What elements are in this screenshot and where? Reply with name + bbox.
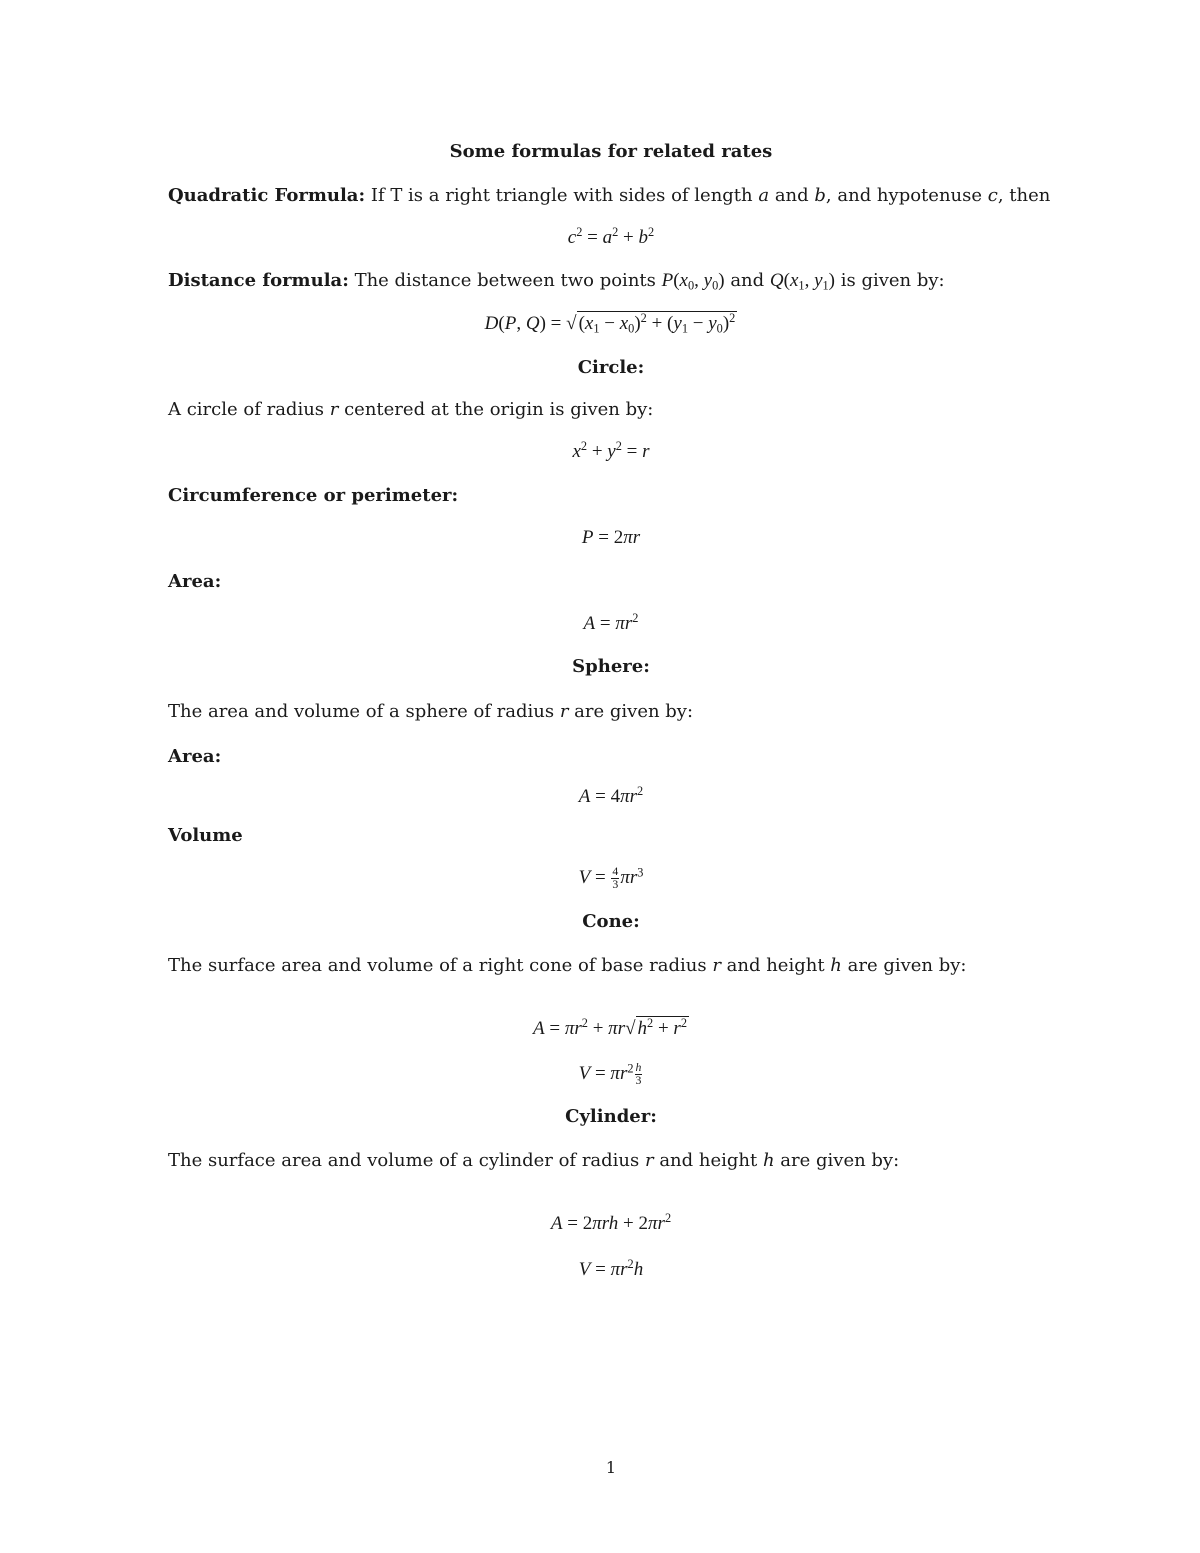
quadratic-text-4: , then [997, 185, 1051, 206]
circle-intro-text-1: A circle of radius [168, 399, 330, 420]
circle-area-label: Area: [168, 571, 222, 592]
cone-intro-text-2: and height [720, 955, 831, 976]
quadratic-text-1: If T is a right triangle with sides of length [365, 185, 759, 206]
sphere-area-label: Area: [168, 746, 222, 767]
cylinder-area-equation: $A = 2\pi rh + 2\pi r^2$ [550, 1211, 672, 1234]
var-c: c [987, 185, 998, 206]
sphere-intro-text-2: are given by: [568, 701, 694, 722]
point-p: $P(x_0$, $y_0$) [661, 270, 725, 293]
quadratic-text-2: and [769, 185, 815, 206]
cylinder-intro [168, 1149, 899, 1173]
circumference-label: Circumference or perimeter: [168, 485, 459, 506]
cylinder-heading: Cylinder: [565, 1106, 657, 1127]
cone-area-equation: $A = \pi r^2 + \pi r√$ $h^2 + r^2$ [533, 1016, 687, 1039]
cylinder-intro-text-2: and height [653, 1150, 763, 1171]
cone-intro-text-3: are given by: [841, 955, 967, 976]
cone-volume-equation: $V = \pi r^2$ $\frac{h}{3}$ [578, 1061, 642, 1088]
circle-equation: $x^2 + y^2 = r$ [572, 439, 650, 462]
page-number: 1 [605, 1458, 617, 1477]
circle-intro [168, 398, 653, 422]
sphere-area-equation: $A = 4\pi r^2$ [578, 784, 644, 807]
circle-intro-text-2: centered at the origin is given by: [338, 399, 654, 420]
circle-heading: Circle: [577, 357, 645, 378]
var-b: b [814, 185, 826, 206]
sphere-heading: Sphere: [572, 656, 650, 677]
var-r: r [712, 955, 721, 976]
pythagorean-equation: $c^2 = a^2 + b^2$ [567, 225, 655, 248]
distance-formula-label: Distance formula: [168, 270, 349, 291]
var-h: h [830, 955, 842, 976]
cone-heading: Cone: [582, 911, 640, 932]
circle-area-equation: $A = \pi r^2$ [583, 611, 639, 634]
var-r: r [329, 399, 339, 420]
cylinder-volume-equation: $V = \pi r^2h$ [578, 1257, 644, 1280]
cone-intro [168, 954, 967, 978]
var-a: a [758, 185, 770, 206]
cylinder-intro-text-3: are given by: [774, 1150, 900, 1171]
point-q: $Q(x_1$, $y_1$) [769, 270, 835, 293]
var-r: r [559, 701, 569, 722]
sphere-intro [168, 700, 693, 724]
sphere-volume-equation: V = $\frac{4}{3}$ $\pi r^3$ [578, 865, 644, 892]
sphere-volume-label: Volume [168, 825, 243, 846]
distance-formula-statement [168, 269, 945, 293]
distance-text-1: The distance between two points [348, 270, 662, 291]
distance-text-2: and [724, 270, 770, 291]
distance-text-3: is given by: [835, 270, 945, 291]
cylinder-intro-text-1: The surface area and volume of a cylinder of radius [168, 1150, 645, 1171]
page-title: Some formulas for related rates [449, 141, 773, 162]
quadratic-formula-label: Quadratic Formula: [168, 185, 366, 206]
quadratic-text-3: , and hypotenuse [825, 185, 988, 206]
circle-perimeter-equation: P = 2πr [581, 527, 641, 548]
sphere-intro-text-1: The area and volume of a sphere of radius [168, 701, 560, 722]
quadratic-formula-statement [168, 184, 1050, 208]
cone-intro-text-1: The surface area and volume of a right cone of base radius [168, 955, 713, 976]
var-h: h [762, 1150, 775, 1171]
distance-equation: D(P, Q) = √ $(x_1 - x_0)^2 + (y_1 - y_0)^2$ [484, 311, 736, 336]
var-r: r [644, 1150, 654, 1171]
